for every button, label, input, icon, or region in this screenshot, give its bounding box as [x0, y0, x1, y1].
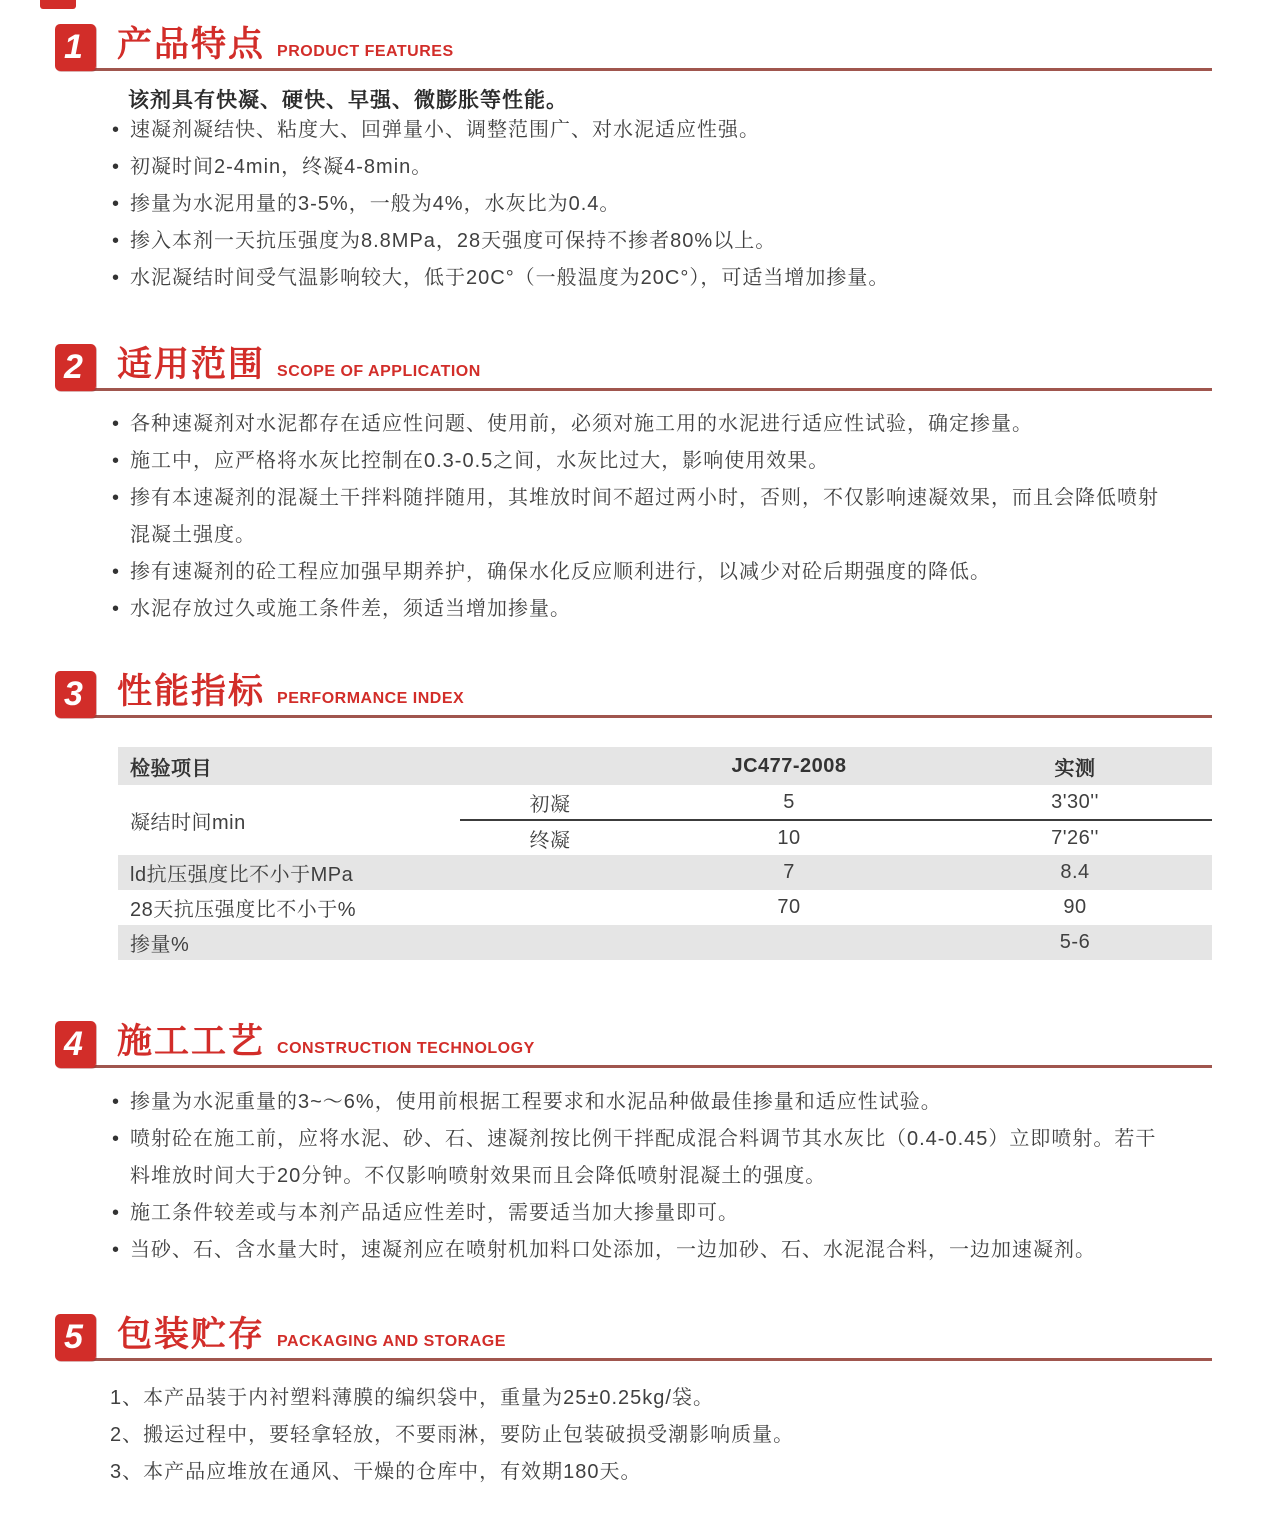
bullet-item: • 当砂、石、含水量大时，速凝剂应在喷射机加料口处添加，一边加砂、石、水泥混合料，一边加速凝剂。: [110, 1232, 1175, 1269]
section-header: [55, 344, 1212, 391]
section-underline: [91, 1065, 1212, 1068]
bullet-item: • 初凝时间2-4min，终凝4-8min。: [110, 149, 1175, 186]
cell-measured-value: 8.4: [938, 855, 1212, 890]
section-number: 3: [64, 675, 83, 713]
features-intro: 该剂具有快凝、硬快、早强、微膨胀等性能。: [128, 89, 568, 112]
section-header: [55, 1314, 1212, 1361]
section-title-zh: 产品特点: [117, 25, 266, 64]
cell-sub-label: 初凝: [460, 785, 640, 820]
scope-bullet-list: [110, 406, 1175, 628]
section-number: 1: [64, 28, 83, 66]
section-underline: [91, 68, 1212, 71]
section-title-zh: 适用范围: [117, 345, 266, 384]
construction-bullet-list: [110, 1084, 1175, 1269]
cell-setting-time-label: 凝结时间min: [130, 811, 246, 834]
bullet-item: • 水泥存放过久或施工条件差，须适当增加掺量。: [110, 591, 1175, 628]
cell-row-label: 28天抗压强度比不小于%: [130, 899, 357, 921]
header-measured: 实测: [938, 747, 1212, 785]
section-title-en: PACKAGING AND STORAGE: [277, 1333, 506, 1350]
section-underline: [91, 715, 1212, 718]
section-title-zh: 性能指标: [117, 672, 266, 711]
page-top-red-fragment: [40, 0, 76, 9]
section-title-zh: 包装贮存: [117, 1315, 266, 1354]
bullet-item: • 掺入本剂一天抗压强度为8.8MPa，28天强度可保持不掺者80%以上。: [110, 223, 1175, 260]
cell-measured-value: 7'26'': [1051, 826, 1099, 849]
performance-table: [118, 747, 1212, 960]
section-header: [55, 1021, 1212, 1068]
cell-standard-value: [640, 925, 938, 960]
list-item: 3、本产品应堆放在通风、干燥的仓库中，有效期180天。: [110, 1461, 642, 1483]
header-standard: JC477-2008: [640, 747, 938, 785]
section-number-badge: [55, 1314, 96, 1361]
bullet-item: • 掺量为水泥重量的3~～6%，使用前根据工程要求和水泥品种做最佳掺量和适应性试验。: [110, 1084, 1175, 1121]
section-title-en: PRODUCT FEATURES: [277, 43, 454, 60]
cell-row-label: 掺量%: [118, 925, 640, 960]
bullet-item: • 速凝剂凝结快、粘度大、回弹量小、调整范围广、对水泥适应性强。: [110, 112, 1175, 149]
cell-measured-value: 3'30'': [938, 785, 1212, 820]
section-header: [55, 24, 1212, 71]
table-header-row: [118, 747, 1212, 785]
cell-standard-value: 7: [640, 855, 938, 890]
section-number-badge: [55, 671, 96, 718]
section-number: 5: [64, 1318, 83, 1356]
table-row-1d-strength: [118, 855, 1212, 890]
section-number-badge: [55, 344, 96, 391]
section-underline: [91, 388, 1212, 391]
bullet-item: • 施工中，应严格将水灰比控制在0.3-0.5之间，水灰比过大，影响使用效果。: [110, 443, 1175, 480]
bullet-item: • 水泥凝结时间受气温影响较大，低于20C°（一般温度为20C°），可适当增加掺量。: [110, 260, 1175, 297]
list-item: 2、搬运过程中，要轻拿轻放，不要雨淋，要防止包装破损受潮影响质量。: [110, 1424, 795, 1446]
cell-standard-value: 70: [777, 896, 801, 918]
features-bullet-list: [110, 112, 1175, 297]
section-title-en: CONSTRUCTION TECHNOLOGY: [277, 1040, 535, 1057]
cell-measured-value: 90: [1063, 896, 1087, 918]
section-number: 2: [64, 348, 83, 386]
section-underline: [91, 1358, 1212, 1361]
section-title-en: SCOPE OF APPLICATION: [277, 363, 481, 380]
cell-standard-value: 10: [777, 826, 801, 849]
cell-standard-value: 5: [640, 785, 938, 820]
header-test-item: 检验项目: [118, 747, 640, 785]
cell-row-label: ld抗压强度比不小于MPa: [118, 855, 640, 890]
table-row-initial-setting: [118, 785, 1212, 820]
bullet-item: • 掺量为水泥用量的3-5%，一般为4%，水灰比为0.4。: [110, 186, 1175, 223]
bullet-item: • 掺有速凝剂的砼工程应加强早期养护，确保水化反应顺利进行，以减少对砼后期强度的降低。: [110, 554, 1175, 591]
table-row-28d-strength: [118, 890, 1212, 925]
section-title-zh: 施工工艺: [117, 1022, 266, 1061]
section-header: [55, 671, 1212, 718]
cell-measured-value: 5-6: [938, 925, 1212, 960]
section-number: 4: [64, 1025, 83, 1063]
cell-sub-label: 终凝: [529, 829, 571, 852]
section-number-badge: [55, 1021, 96, 1068]
list-item: 1、本产品装于内衬塑料薄膜的编织袋中，重量为25±0.25kg/袋。: [110, 1387, 714, 1409]
bullet-item: • 施工条件较差或与本剂产品适应性差时，需要适当加大掺量即可。: [110, 1195, 1175, 1232]
section-title-en: PERFORMANCE INDEX: [277, 690, 465, 707]
packaging-list: [110, 1380, 1190, 1491]
bullet-item: • 喷射砼在施工前，应将水泥、砂、石、速凝剂按比例干拌配成混合料调节其水灰比（0.4-0.45）立即喷射。若干料堆放时间大于20分钟。不仅影响喷射效果而且会降低喷射混凝土的强度。: [110, 1121, 1175, 1195]
table-row-dosage: [118, 925, 1212, 960]
bullet-item: • 掺有本速凝剂的混凝土干拌料随拌随用，其堆放时间不超过两小时，否则，不仅影响速凝效果，而且会降低喷射混凝土强度。: [110, 480, 1175, 554]
bullet-item: • 各种速凝剂对水泥都存在适应性问题、使用前，必须对施工用的水泥进行适应性试验，确定掺量。: [110, 406, 1175, 443]
section-number-badge: [55, 24, 96, 71]
